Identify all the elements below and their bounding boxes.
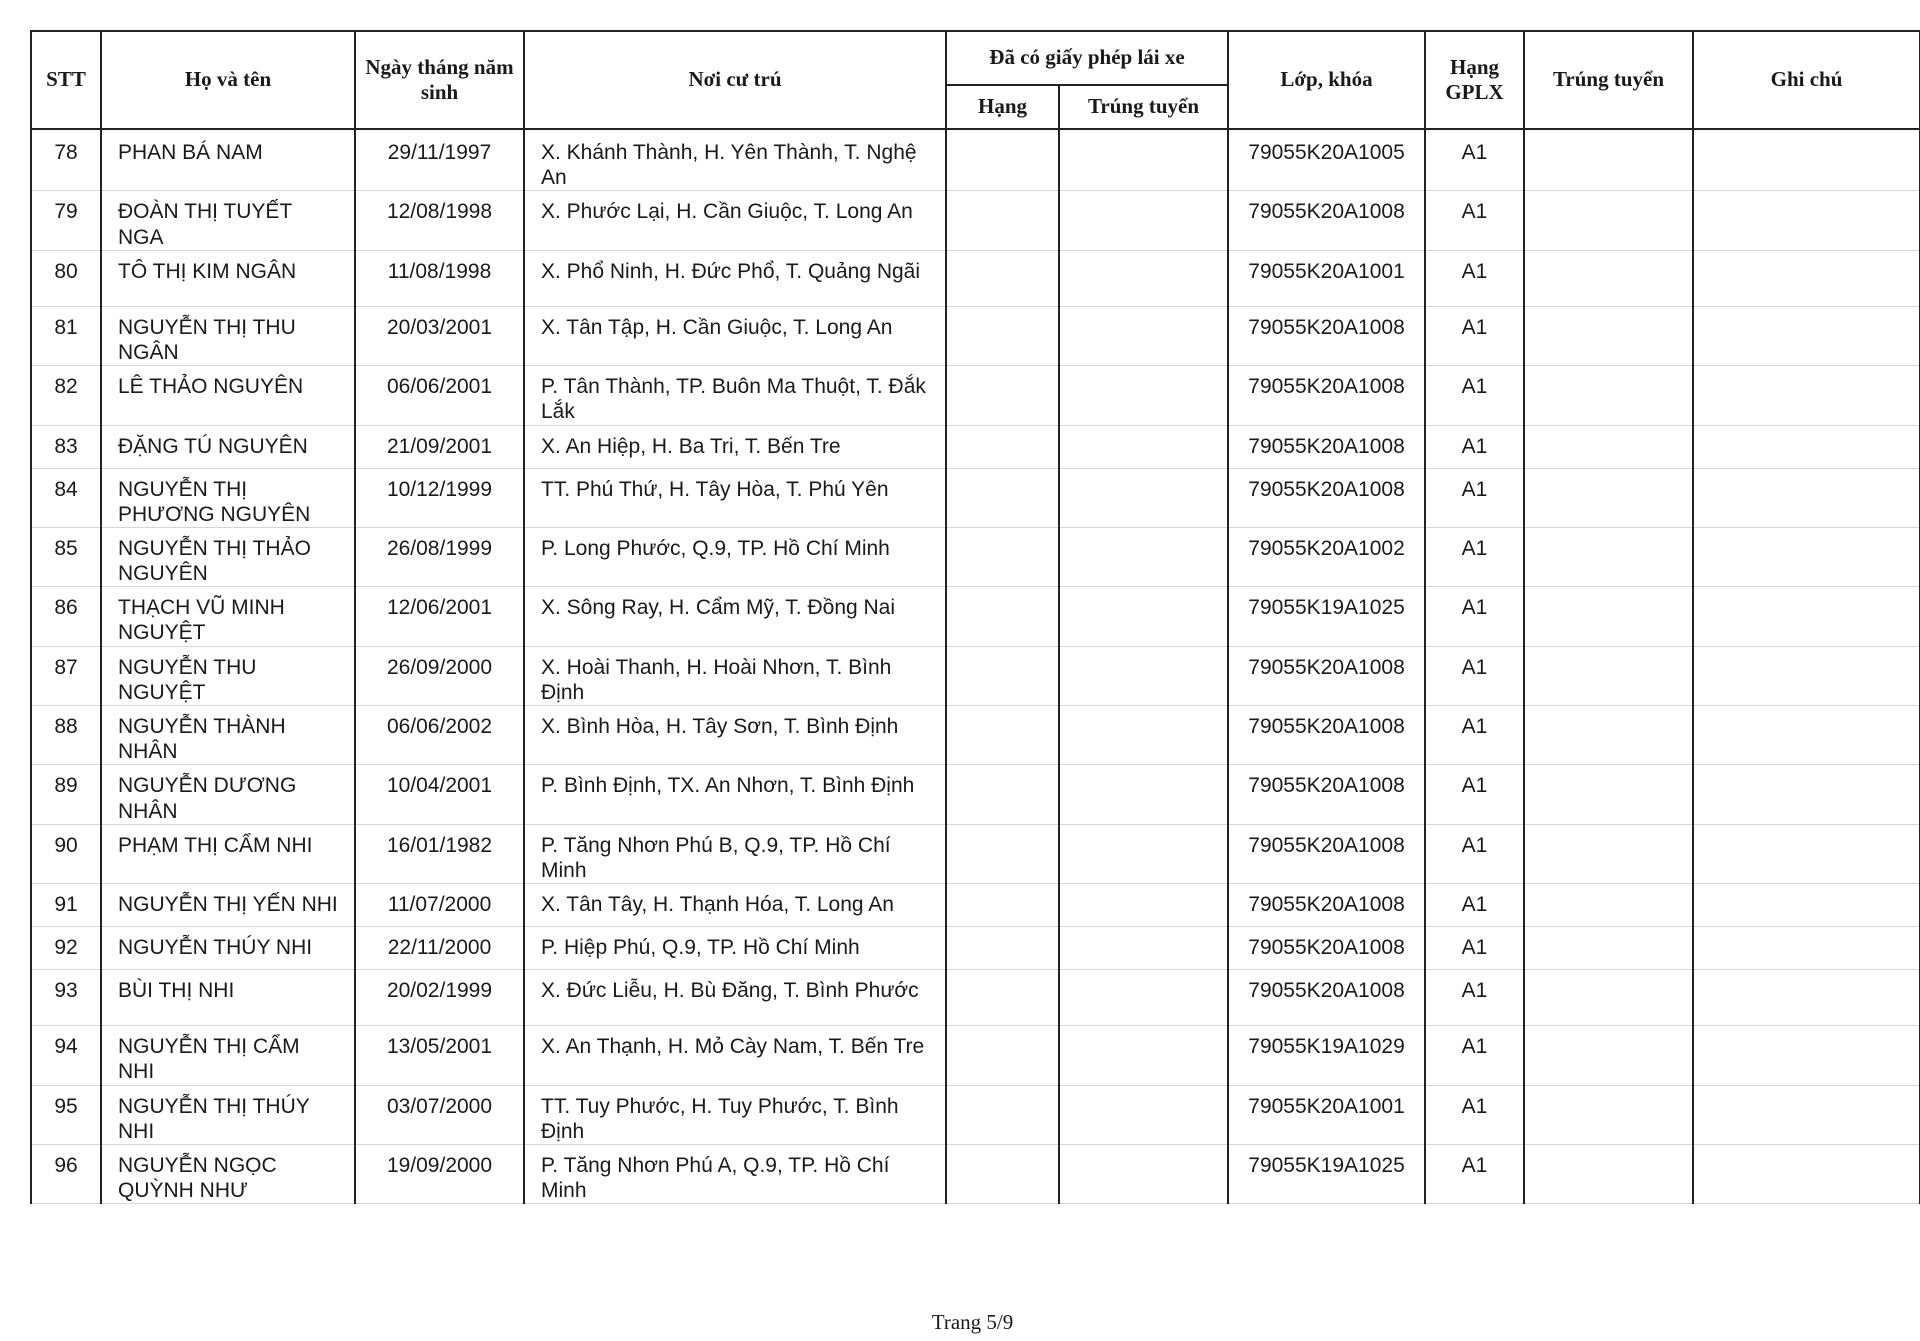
col-header-name: Họ và tên	[101, 31, 355, 129]
table-row	[31, 129, 1920, 191]
col-header-license-class: Hạng	[946, 85, 1059, 129]
cell-dob: 13/05/2001	[355, 1026, 524, 1085]
table-row	[31, 366, 1920, 425]
cell-note	[1693, 824, 1920, 883]
cell-address: X. An Hiệp, H. Ba Tri, T. Bến Tre	[524, 425, 946, 468]
cell-address: X. Phổ Ninh, H. Đức Phổ, T. Quảng Ngãi	[524, 250, 946, 306]
cell-license-class	[946, 468, 1059, 527]
cell-address: X. Sông Ray, H. Cẩm Mỹ, T. Đồng Nai	[524, 587, 946, 646]
cell-passed	[1524, 366, 1693, 425]
table-row	[31, 765, 1920, 824]
cell-license-class	[946, 1026, 1059, 1085]
cell-name: PHẠM THỊ CẨM NHI	[101, 824, 355, 883]
col-header-dob: Ngày tháng năm sinh	[355, 31, 524, 129]
col-header-license-passed: Trúng tuyển	[1059, 85, 1228, 129]
cell-license-passed	[1059, 1026, 1228, 1085]
cell-gplx: A1	[1425, 129, 1524, 191]
table-row	[31, 306, 1920, 365]
cell-passed	[1524, 646, 1693, 705]
cell-stt: 86	[31, 587, 101, 646]
cell-address: P. Tăng Nhơn Phú A, Q.9, TP. Hồ Chí Minh	[524, 1144, 946, 1203]
cell-course: 79055K20A1001	[1228, 1085, 1425, 1144]
table-row	[31, 1026, 1920, 1085]
cell-stt: 89	[31, 765, 101, 824]
cell-note	[1693, 587, 1920, 646]
cell-license-class	[946, 250, 1059, 306]
cell-license-class	[946, 706, 1059, 765]
cell-course: 79055K20A1008	[1228, 927, 1425, 970]
cell-address: X. Tân Tập, H. Cần Giuộc, T. Long An	[524, 306, 946, 365]
cell-license-class	[946, 765, 1059, 824]
cell-stt: 94	[31, 1026, 101, 1085]
cell-passed	[1524, 468, 1693, 527]
cell-license-class	[946, 527, 1059, 586]
cell-course: 79055K19A1029	[1228, 1026, 1425, 1085]
cell-address: X. Hoài Thanh, H. Hoài Nhơn, T. Bình Định	[524, 646, 946, 705]
cell-stt: 78	[31, 129, 101, 191]
cell-name: NGUYỄN THỊ THU NGÂN	[101, 306, 355, 365]
cell-note	[1693, 425, 1920, 468]
cell-license-passed	[1059, 706, 1228, 765]
cell-license-passed	[1059, 468, 1228, 527]
cell-course: 79055K20A1008	[1228, 706, 1425, 765]
cell-dob: 11/07/2000	[355, 884, 524, 927]
cell-license-passed	[1059, 824, 1228, 883]
cell-note	[1693, 1144, 1920, 1203]
cell-name: NGUYỄN NGỌC QUỲNH NHƯ	[101, 1144, 355, 1203]
cell-note	[1693, 191, 1920, 250]
cell-address: P. Tân Thành, TP. Buôn Ma Thuột, T. Đắk Lắk	[524, 366, 946, 425]
cell-address: X. An Thạnh, H. Mỏ Cày Nam, T. Bến Tre	[524, 1026, 946, 1085]
candidate-table	[30, 30, 1920, 1204]
cell-gplx: A1	[1425, 765, 1524, 824]
cell-gplx: A1	[1425, 1085, 1524, 1144]
cell-license-class	[946, 824, 1059, 883]
cell-license-class	[946, 970, 1059, 1026]
cell-passed	[1524, 1085, 1693, 1144]
cell-gplx: A1	[1425, 527, 1524, 586]
cell-note	[1693, 970, 1920, 1026]
cell-note	[1693, 366, 1920, 425]
cell-gplx: A1	[1425, 646, 1524, 705]
table-row	[31, 527, 1920, 586]
cell-address: P. Bình Định, TX. An Nhơn, T. Bình Định	[524, 765, 946, 824]
cell-license-passed	[1059, 129, 1228, 191]
cell-license-class	[946, 129, 1059, 191]
cell-gplx: A1	[1425, 1144, 1524, 1203]
cell-name: NGUYỄN THỊ THÚY NHI	[101, 1085, 355, 1144]
cell-license-class	[946, 587, 1059, 646]
cell-note	[1693, 646, 1920, 705]
col-header-stt: STT	[31, 31, 101, 129]
table-body	[31, 129, 1920, 1204]
cell-name: NGUYỄN THÀNH NHÂN	[101, 706, 355, 765]
table-row	[31, 1144, 1920, 1203]
cell-course: 79055K20A1008	[1228, 884, 1425, 927]
cell-gplx: A1	[1425, 1026, 1524, 1085]
col-header-residence: Nơi cư trú	[524, 31, 946, 129]
table-row	[31, 970, 1920, 1026]
cell-license-passed	[1059, 765, 1228, 824]
table-row	[31, 250, 1920, 306]
cell-address: X. Phước Lại, H. Cần Giuộc, T. Long An	[524, 191, 946, 250]
cell-passed	[1524, 970, 1693, 1026]
cell-license-passed	[1059, 527, 1228, 586]
cell-passed	[1524, 824, 1693, 883]
cell-passed	[1524, 191, 1693, 250]
cell-gplx: A1	[1425, 706, 1524, 765]
cell-dob: 03/07/2000	[355, 1085, 524, 1144]
cell-course: 79055K20A1008	[1228, 970, 1425, 1026]
table-row	[31, 646, 1920, 705]
cell-license-passed	[1059, 306, 1228, 365]
cell-address: TT. Tuy Phước, H. Tuy Phước, T. Bình Định	[524, 1085, 946, 1144]
table-row	[31, 1085, 1920, 1144]
cell-passed	[1524, 306, 1693, 365]
cell-stt: 87	[31, 646, 101, 705]
page-number: Trang 5/9	[931, 1310, 1014, 1334]
cell-name: BÙI THỊ NHI	[101, 970, 355, 1026]
cell-name: ĐOÀN THỊ TUYẾT NGA	[101, 191, 355, 250]
cell-license-class	[946, 366, 1059, 425]
cell-license-passed	[1059, 587, 1228, 646]
table-row	[31, 706, 1920, 765]
cell-name: NGUYỄN THÚY NHI	[101, 927, 355, 970]
cell-license-passed	[1059, 250, 1228, 306]
cell-license-class	[946, 1085, 1059, 1144]
cell-gplx: A1	[1425, 306, 1524, 365]
cell-gplx: A1	[1425, 970, 1524, 1026]
cell-gplx: A1	[1425, 425, 1524, 468]
cell-stt: 90	[31, 824, 101, 883]
cell-license-passed	[1059, 191, 1228, 250]
cell-passed	[1524, 129, 1693, 191]
cell-license-passed	[1059, 425, 1228, 468]
cell-name: NGUYỄN THỊ YẾN NHI	[101, 884, 355, 927]
cell-passed	[1524, 927, 1693, 970]
cell-license-passed	[1059, 366, 1228, 425]
table-row	[31, 425, 1920, 468]
cell-name: TÔ THỊ KIM NGÂN	[101, 250, 355, 306]
col-header-license-group: Đã có giấy phép lái xe	[946, 31, 1228, 85]
cell-dob: 11/08/1998	[355, 250, 524, 306]
cell-name: ĐẶNG TÚ NGUYÊN	[101, 425, 355, 468]
cell-gplx: A1	[1425, 884, 1524, 927]
cell-dob: 22/11/2000	[355, 927, 524, 970]
cell-dob: 06/06/2002	[355, 706, 524, 765]
cell-course: 79055K20A1008	[1228, 824, 1425, 883]
cell-address: X. Bình Hòa, H. Tây Sơn, T. Bình Định	[524, 706, 946, 765]
cell-dob: 12/08/1998	[355, 191, 524, 250]
cell-stt: 88	[31, 706, 101, 765]
cell-note	[1693, 884, 1920, 927]
cell-name: NGUYỄN THỊ PHƯƠNG NGUYÊN	[101, 468, 355, 527]
cell-license-class	[946, 646, 1059, 705]
cell-course: 79055K19A1025	[1228, 587, 1425, 646]
cell-dob: 29/11/1997	[355, 129, 524, 191]
cell-name: NGUYỄN THỊ CẨM NHI	[101, 1026, 355, 1085]
table-row	[31, 468, 1920, 527]
cell-note	[1693, 927, 1920, 970]
cell-dob: 10/12/1999	[355, 468, 524, 527]
cell-license-class	[946, 306, 1059, 365]
cell-course: 79055K20A1008	[1228, 306, 1425, 365]
cell-license-passed	[1059, 884, 1228, 927]
cell-license-passed	[1059, 646, 1228, 705]
cell-stt: 80	[31, 250, 101, 306]
cell-name: NGUYỄN DƯƠNG NHÂN	[101, 765, 355, 824]
cell-course: 79055K20A1008	[1228, 468, 1425, 527]
cell-stt: 93	[31, 970, 101, 1026]
table-row	[31, 884, 1920, 927]
cell-stt: 81	[31, 306, 101, 365]
cell-course: 79055K20A1005	[1228, 129, 1425, 191]
cell-gplx: A1	[1425, 587, 1524, 646]
col-header-note: Ghi chú	[1693, 31, 1920, 129]
cell-stt: 84	[31, 468, 101, 527]
cell-license-class	[946, 1144, 1059, 1203]
cell-name: PHAN BÁ NAM	[101, 129, 355, 191]
cell-license-class	[946, 191, 1059, 250]
cell-note	[1693, 129, 1920, 191]
cell-passed	[1524, 1026, 1693, 1085]
cell-name: NGUYỄN THỊ THẢO NGUYÊN	[101, 527, 355, 586]
cell-note	[1693, 1085, 1920, 1144]
cell-passed	[1524, 1144, 1693, 1203]
cell-passed	[1524, 706, 1693, 765]
cell-course: 79055K20A1008	[1228, 646, 1425, 705]
cell-address: X. Khánh Thành, H. Yên Thành, T. Nghệ An	[524, 129, 946, 191]
table-row	[31, 927, 1920, 970]
cell-stt: 96	[31, 1144, 101, 1203]
cell-course: 79055K20A1001	[1228, 250, 1425, 306]
cell-course: 79055K20A1008	[1228, 191, 1425, 250]
cell-license-passed	[1059, 970, 1228, 1026]
cell-course: 79055K20A1008	[1228, 425, 1425, 468]
cell-gplx: A1	[1425, 927, 1524, 970]
cell-license-class	[946, 927, 1059, 970]
cell-license-passed	[1059, 1144, 1228, 1203]
cell-passed	[1524, 765, 1693, 824]
col-header-class-course: Lớp, khóa	[1228, 31, 1425, 129]
cell-dob: 21/09/2001	[355, 425, 524, 468]
col-header-gplx-class: Hạng GPLX	[1425, 31, 1524, 129]
cell-stt: 95	[31, 1085, 101, 1144]
col-header-passed: Trúng tuyển	[1524, 31, 1693, 129]
cell-note	[1693, 468, 1920, 527]
table-row	[31, 191, 1920, 250]
table-row	[31, 824, 1920, 883]
cell-dob: 12/06/2001	[355, 587, 524, 646]
table-row	[31, 587, 1920, 646]
cell-dob: 26/08/1999	[355, 527, 524, 586]
cell-note	[1693, 765, 1920, 824]
cell-note	[1693, 706, 1920, 765]
cell-license-class	[946, 425, 1059, 468]
cell-gplx: A1	[1425, 468, 1524, 527]
cell-dob: 20/02/1999	[355, 970, 524, 1026]
cell-address: P. Tăng Nhơn Phú B, Q.9, TP. Hồ Chí Minh	[524, 824, 946, 883]
cell-license-passed	[1059, 927, 1228, 970]
cell-address: TT. Phú Thứ, H. Tây Hòa, T. Phú Yên	[524, 468, 946, 527]
cell-dob: 19/09/2000	[355, 1144, 524, 1203]
cell-note	[1693, 527, 1920, 586]
cell-passed	[1524, 587, 1693, 646]
cell-dob: 20/03/2001	[355, 306, 524, 365]
cell-gplx: A1	[1425, 824, 1524, 883]
cell-address: P. Long Phước, Q.9, TP. Hồ Chí Minh	[524, 527, 946, 586]
cell-license-passed	[1059, 1085, 1228, 1144]
cell-stt: 85	[31, 527, 101, 586]
cell-gplx: A1	[1425, 250, 1524, 306]
cell-name: THẠCH VŨ MINH NGUYỆT	[101, 587, 355, 646]
cell-course: 79055K20A1002	[1228, 527, 1425, 586]
cell-note	[1693, 306, 1920, 365]
cell-gplx: A1	[1425, 366, 1524, 425]
cell-stt: 79	[31, 191, 101, 250]
cell-address: X. Tân Tây, H. Thạnh Hóa, T. Long An	[524, 884, 946, 927]
cell-note	[1693, 1026, 1920, 1085]
cell-stt: 91	[31, 884, 101, 927]
cell-passed	[1524, 527, 1693, 586]
cell-address: P. Hiệp Phú, Q.9, TP. Hồ Chí Minh	[524, 927, 946, 970]
cell-dob: 06/06/2001	[355, 366, 524, 425]
cell-note	[1693, 250, 1920, 306]
cell-dob: 16/01/1982	[355, 824, 524, 883]
cell-name: LÊ THẢO NGUYÊN	[101, 366, 355, 425]
cell-name: NGUYỄN THU NGUYỆT	[101, 646, 355, 705]
cell-passed	[1524, 884, 1693, 927]
cell-course: 79055K20A1008	[1228, 765, 1425, 824]
cell-course: 79055K19A1025	[1228, 1144, 1425, 1203]
cell-stt: 92	[31, 927, 101, 970]
cell-dob: 26/09/2000	[355, 646, 524, 705]
cell-dob: 10/04/2001	[355, 765, 524, 824]
cell-gplx: A1	[1425, 191, 1524, 250]
cell-stt: 82	[31, 366, 101, 425]
cell-address: X. Đức Liễu, H. Bù Đăng, T. Bình Phước	[524, 970, 946, 1026]
cell-stt: 83	[31, 425, 101, 468]
cell-passed	[1524, 250, 1693, 306]
cell-course: 79055K20A1008	[1228, 366, 1425, 425]
cell-license-class	[946, 884, 1059, 927]
cell-passed	[1524, 425, 1693, 468]
